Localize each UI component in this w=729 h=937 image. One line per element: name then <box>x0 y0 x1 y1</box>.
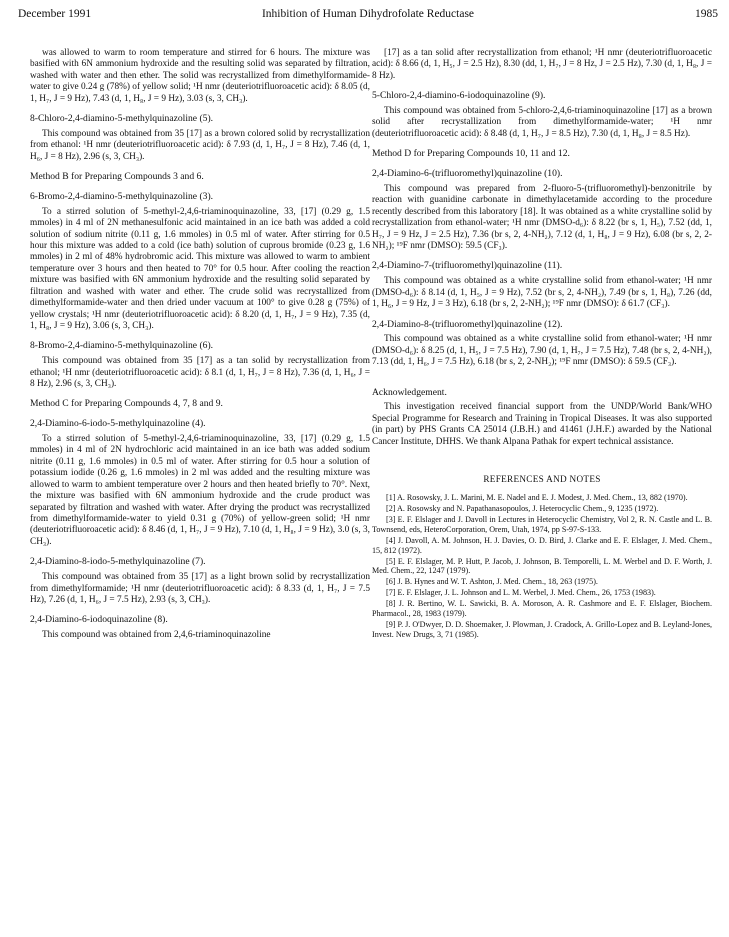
section-heading: 6-Bromo-2,4-diamino-5-methylquinazoline (3). <box>30 190 214 202</box>
section-heading: Method C for Preparing Compounds 4, 7, 8 and 9. <box>30 398 223 410</box>
body-paragraph: This compound was obtained as a white crystalline solid from ethanol-water; ¹H nmr (DMSO-d₆): δ 8.14 (d, 1, H₅, J = 9 Hz), 7.52 (br s, 2, 4-NH₂), 7.49 (br s, 1, H₈), 7.26 (dd, 1, H₆, J = 9 Hz, J = 3 Hz), 6.18 (br s, 2, 2-NH₂); ¹⁹F nmr (DMSO): δ 61.7 (CF₃). <box>372 276 712 310</box>
body-paragraph: This compound was obtained from 5-chloro-2,4,6-triaminoquinazoline [17] as a brown solid after recrystallization from dimethylformamide-water; ¹H nmr (deuteriotrifluoroacetic acid): δ 8.48 (d, 1, H₇, J = 8.5 Hz), 7.30 (d, 1, H₈, J = 8.5 Hz). <box>372 106 712 139</box>
body-paragraph: To a stirred solution of 5-methyl-2,4,6-triaminoquinazoline, 33, [17] (0.29 g, 1.5 mmoles) in 4 ml of 2N methanesulfonic acid maintained in an ice bath was added a cold solution of sodium nitrite (0.11 g, 1.6 mmoles) in 0.5 ml of water. After stirring for 0.5 hour this mixture was added to a cold (ice bath) solution of cuprous bromide (0.23 g, 1.6 mmoles) in 2 ml of 48% hydrobromic acid. This mixture was allowed to warm to ambient temperature over 3 hours and then heated to 70° for 0.5 hour. After cooling the reaction mixture was basified with 6N ammonium hydroxide and the resulting solid separated by filtration and washed with water and ether. The crude solid was recrystallized from dimethylformamide-water and then dried under vacuum at 100° to give 0.28 g (75%) of yellow crystals; ¹H nmr (deuteriotrifluoroacetic acid): δ 8.20 (d, 1, H₇, J = 9 Hz), 7.35 (d, 1, H₈, J = 9 Hz), 3.06 (s, 3, CH₃). <box>30 206 370 331</box>
section-heading: 2,4-Diamino-6-(trifluoromethyl)quinazoline (10). <box>372 168 563 180</box>
body-paragraph: This compound was prepared from 2-fluoro-5-(trifluoromethyl)-benzonitrile by reaction with guanidine carbonate in dimethylacetamide according to the procedure recently described from this laboratory [18]. It was obtained as a white crystalline solid by recrystallization from ethanol-water; ¹H nmr (DMSO-d₆): δ 8.22 (br s, 1, H₅), 7.52 (dd, 1, H₇, J = 9 Hz, J = 2.5 Hz), 7.36 (br s, 2, 4-NH₂), 7.12 (d, 1, H₈, J = 9 Hz), 6.08 (br s, 2, 2-NH₂); ¹⁹F nmr (DMSO): 59.5 (CF₃). <box>372 183 712 252</box>
body-paragraph: This compound was obtained from 35 [17] as a light brown solid by recrystallization from dimethylformamide; ¹H nmr (deuteriotrifluoroacetic acid): δ 8.33 (d, 1, H₇, J = 7.5 Hz), 7.26 (d, 1, H₆, J = 7.5 Hz), 2.93 (s, 3, CH₃). <box>30 572 370 605</box>
references-list <box>372 493 712 639</box>
reference-item: [2] A. Rosowsky and N. Papathanasopoulos, J. Heterocyclic Chem., 9, 1235 (1972). <box>386 504 659 514</box>
references-heading: REFERENCES AND NOTES <box>483 474 601 485</box>
body-paragraph: was allowed to warm to room temperature and stirred for 6 hours. The mixture was basified with 6N ammonium hydroxide and the resulting solid was separated by filtration, washed with water and then ether. The solid was recrystallized from dimethylformamide-water to give 0.24 g (78%) of yellow solid; ¹H nmr (deuteriotrifluoroacetic acid): δ 8.05 (d, 1, H₇, J = 9 Hz), 7.43 (d, 1, H₈, J = 9 Hz), 3.03 (s, 3, CH₃). <box>30 48 370 104</box>
reference-item: [1] A. Rosowsky, J. L. Marini, M. E. Nadel and E. J. Modest, J. Med. Chem., 13, 882 (1970). <box>386 493 688 503</box>
acknowledgement-text: This investigation received financial support from the UNDP/World Bank/WHO Special Programme for Research and Training in Tropical Diseases. It was also supported (in part) by PHS Grants CA 25014 (J.B.H.) and 41461 (J.H.F.) awarded by the National Cancer Institute, DHHS. We thank Alpana Pathak for expert technical assistance. <box>372 402 712 447</box>
reference-item: [3] E. F. Elslager and J. Davoll in Lectures in Heterocyclic Chemistry, Vol 2, R. N. Castle and L. B. Townsend, eds, HeteroCorporation, Orem, Utah, 1974, pp S-97-S-133. <box>372 515 712 534</box>
section-heading: 2,4-Diamino-6-iodoquinazoline (8). <box>30 614 168 626</box>
header-date: December 1991 <box>18 8 92 20</box>
section-heading: Method B for Preparing Compounds 3 and 6. <box>30 171 204 183</box>
left-column <box>30 48 370 646</box>
right-column-body <box>372 48 712 369</box>
section-heading: 2,4-Diamino-8-(trifluoromethyl)quinazoline (12). <box>372 318 563 330</box>
section-heading: 2,4-Diamino-7-(trifluoromethyl)quinazoline (11). <box>372 260 563 272</box>
acknowledgement-heading: Acknowledgement. <box>372 386 447 398</box>
section-heading: Method D for Preparing Compounds 10, 11 and 12. <box>372 148 570 160</box>
section-heading: 2,4-Diamino-8-iodo-5-methylquinazoline (7). <box>30 556 206 568</box>
reference-item: [7] E. F. Elslager, J. L. Johnson and L. M. Werbel, J. Med. Chem., 26, 1753 (1983). <box>386 588 656 598</box>
reference-item: [5] E. F. Elslager, M. P. Hutt, P. Jacob, J. Johnson, B. Temporelli, L. M. Werbel and D. F. Worth, J. Med. Chem., 22, 1247 (1979). <box>372 556 712 576</box>
running-header <box>18 8 718 26</box>
body-paragraph: This compound was obtained as a white crystalline solid from ethanol-water; ¹H nmr (DMSO-d₆): δ 8.25 (d, 1, H₅, J = 7.5 Hz), 7.90 (d, 1, H₇, J = 7.5 Hz), 7.48 (br s, 2, 4-NH₂), 7.13 (dd, 1, H₆, J = 7.5 Hz), 6.18 (br s, 2, 2-NH₂); ¹⁹F nmr (DMSO): δ 59.5 (CF₃). <box>372 334 712 368</box>
body-paragraph: This compound was obtained from 35 [17] as a brown colored solid by recrystallization from ethanol: ¹H nmr (deuteriotrifluoroacetic acid): δ 7.93 (d, 1, H₇, J = 8 Hz), 7.46 (d, 1, H₆, J = 8 Hz), 2.96 (s, 3, CH₃). <box>30 128 370 162</box>
header-title: Inhibition of Human Dihydrofolate Reductase <box>261 8 475 20</box>
reference-item: [8] J. R. Bertino, W. L. Sawicki, B. A. Moroson, A. R. Cashmore and E. F. Elslager, Biochem. Pharmacol., 28, 1983 (1979). <box>372 598 712 618</box>
body-paragraph: [17] as a tan solid after recrystallization from ethanol; ¹H nmr (deuteriotrifluoroacetic acid): δ 8.66 (d, 1, H₅, J = 2.5 Hz), 8.30 (dd, 1, H₇, J = 8 Hz, J = 2.5 Hz), 7.30 (d, 1, H₈, J = 8 Hz). <box>372 48 712 81</box>
body-paragraph: This compound was obtained from 35 [17] as a tan solid by recrystallization from ethanol; ¹H nmr (deuteriotrifluoroacetic acid): δ 8.1 (d, 1, H₇, J = 8 Hz), 7.36 (d, 1, H₆, J = 8 Hz), 2.96 (s, 3, CH₃). <box>30 356 370 390</box>
body-paragraph: To a stirred solution of 5-methyl-2,4,6-triaminoquinazoline, 33, [17] (0.29 g, 1.5 mmoles) in 4 ml of 2N hydrochloric acid maintained in an ice bath was added sodium nitrite (0.11 g, 1.6 mmoles) in 0.5 ml of water. After stirring for 0.5 hour a solution of potassium iodide (0.26 g, 1.6 mmoles) in 2 ml was added and the resulting mixture was allowed to warm to ambient temperature over 2 hours and then heated briefly to 70°. Next, the mixture was basified with 6N ammonium hydroxide and the crude product was separated by filtration and washed with water. After drying the product was recrystallized from dimethylformamide-water to yield 0.31 g (70%) of yellow-green solid; ¹H nmr (deuteriotrifluoroacetic acid): δ 8.46 (d, 1, H₇, J = 9 Hz), 7.10 (d, 1, H₈, J = 9 Hz), 3.0 (s, 3, CH₃). <box>30 434 370 547</box>
section-heading: 5-Chloro-2,4-diamino-6-iodoquinazoline (9). <box>372 90 546 102</box>
reference-item: [4] J. Davoll, A. M. Johnson, H. J. Davies, O. D. Bird, J. Clarke and E. F. Elslager, J. Med. Chem., 15, 812 (1972). <box>372 535 712 555</box>
right-column <box>372 48 712 640</box>
page-number: 1985 <box>695 8 718 20</box>
section-heading: 2,4-Diamino-6-iodo-5-methylquinazoline (4). <box>30 418 206 430</box>
section-heading: 8-Bromo-2,4-diamino-5-methylquinazoline (6). <box>30 340 214 352</box>
section-heading: 8-Chloro-2,4-diamino-5-methylquinazoline (5). <box>30 113 214 125</box>
body-paragraph: This compound was obtained from 2,4,6-triaminoquinazoline <box>42 630 271 641</box>
reference-item: [9] P. J. O'Dwyer, D. D. Shoemaker, J. Plowman, J. Cradock, A. Grillo-Lopez and B. Leyland-Jones, Invest. New Drugs, 3, 71 (1985). <box>372 619 712 639</box>
reference-item: [6] J. B. Hynes and W. T. Ashton, J. Med. Chem., 18, 263 (1975). <box>386 577 598 587</box>
